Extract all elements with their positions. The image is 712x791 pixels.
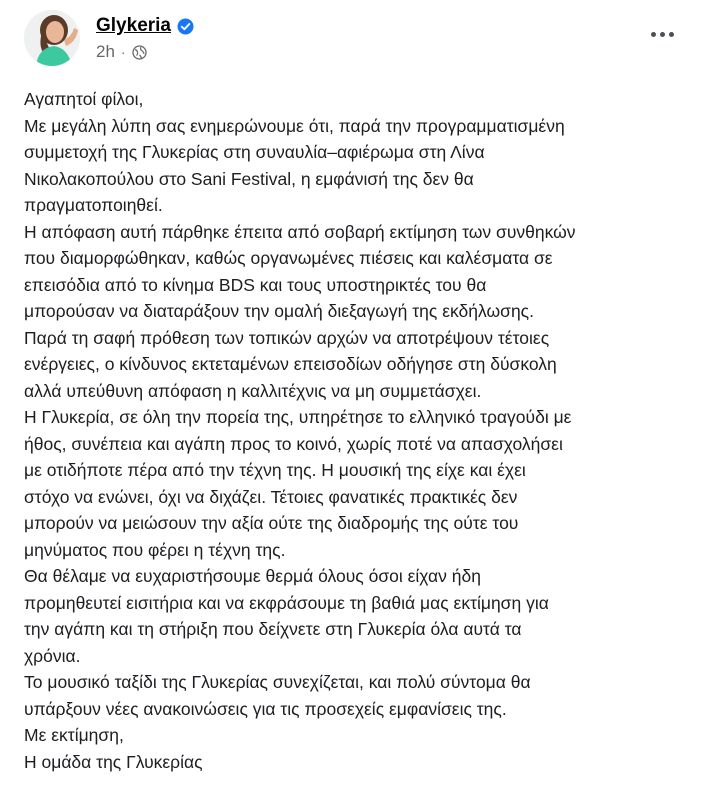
more-dot — [669, 32, 674, 37]
post-header — [24, 10, 692, 70]
post-line: επεισόδια από το κίνημα BDS και τους υποστηρικτές του θα — [24, 274, 487, 295]
post-timestamp[interactable]: 2h — [96, 42, 115, 61]
post-line: αλλά υπεύθυνη απόφαση η καλλιτέχνις να μη συμμετάσχει. — [24, 380, 482, 401]
verified-badge-icon — [177, 18, 194, 35]
post-line: Το μουσικό ταξίδι της Γλυκερίας συνεχίζεται, και πολύ σύντομα θα — [24, 672, 531, 692]
post-line: ήθος, συνέπεια και αγάπη προς το κοινό, χωρίς ποτέ να απασχολήσει — [24, 433, 563, 454]
post-line: πραγματοποιηθεί. — [24, 195, 163, 215]
post-line: που διαμορφώθηκαν, καθώς οργανωμένες πιέσεις και καλέσματα σε — [24, 248, 553, 268]
post-line: Θα θέλαμε να ευχαριστήσουμε θερμά όλους όσοι είχαν ήδη — [24, 566, 481, 586]
more-dot — [660, 32, 665, 37]
post-line: μπορούσαν να διαταράξουν την ομαλή διεξαγωγή της εκδήλωσης. — [24, 301, 534, 321]
post-line: Με εκτίμηση, — [24, 725, 124, 745]
more-dot — [651, 32, 656, 37]
post-line: Παρά τη σαφή πρόθεση των τοπικών αρχών να αποτρέψουν τέτοιες — [24, 327, 550, 348]
post-line: στόχο να ενώνει, όχι να διχάζει. Τέτοιες φανατικές πρακτικές δεν — [24, 486, 518, 507]
post-line: Η ομάδα της Γλυκερίας — [24, 751, 203, 772]
post-line: χρόνια. — [24, 645, 81, 666]
post-line: ενέργειες, ο κίνδυνος εκτεταμένων επεισοδίων οδήγησε στη δύσκολη — [24, 354, 557, 374]
globe-icon[interactable] — [132, 45, 147, 60]
post-line: Αγαπητοί φίλοι, — [24, 89, 144, 109]
post-line: Η Γλυκερία, σε όλη την πορεία της, υπηρέτησε το ελληνικό τραγούδι με — [24, 407, 572, 427]
post-line: Με μεγάλη λύπη σας ενημερώνουμε ότι, παρά την προγραμματισμένη — [24, 115, 565, 136]
avatar-image — [24, 10, 80, 66]
post-line: προμηθευτεί εισιτήρια και να εκφράσουμε τη βαθιά μας εκτίμηση για — [24, 592, 549, 613]
post-line: την αγάπη και τη στήριξη που δείχνετε στη Γλυκερία όλα αυτά τα — [24, 619, 522, 639]
more-options-icon[interactable] — [642, 20, 682, 48]
avatar[interactable] — [24, 10, 80, 66]
post-body — [24, 86, 704, 775]
post-line: μπορούν να μειώσουν την αξία ούτε της διαδρομής της ούτε του — [24, 513, 519, 533]
post-line: Νικολακοπούλου στο Sani Festival, η εμφάνισή της δεν θα — [24, 168, 474, 189]
post-meta — [96, 42, 147, 62]
meta-separator: · — [120, 44, 126, 60]
post-line: μηνύματος που φέρει η τέχνη της. — [24, 539, 286, 560]
post-line: υπάρξουν νέες ανακοινώσεις για τις προσεχείς εμφανίσεις της. — [24, 698, 507, 719]
author-line — [96, 15, 194, 37]
post-line: με οτιδήποτε πέρα από την τέχνη της. Η μουσική της είχε και έχει — [24, 460, 526, 480]
post-line: Η απόφαση αυτή πάρθηκε έπειτα από σοβαρή εκτίμηση των συνθηκών — [24, 221, 576, 242]
author-name[interactable]: Glykeria — [96, 15, 171, 36]
post-line: συμμετοχή της Γλυκερίας στη συναυλία–αφιέρωμα στη Λίνα — [24, 142, 485, 162]
